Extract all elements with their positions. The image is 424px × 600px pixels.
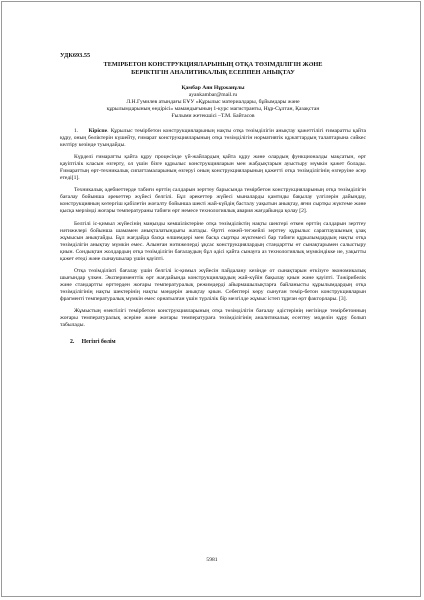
intro-paragraph <box>60 128 366 149</box>
section-title: Негізгі бөлім <box>81 339 116 346</box>
author-name: Қамбар Аян Нұржанұлы <box>181 85 245 91</box>
title-line-2: БЕРІКТІГІН АНАЛИТИКАЛЫҚ ЕСЕППЕН АНЫҚТАУ <box>131 69 295 76</box>
affiliation-line-2: құрылымдарының өндірісі» мамандығының 1-курс магистранты, Нұр-Сұлтан, Қазақстан <box>106 106 320 112</box>
intro-heading: Кіріспе <box>88 128 108 134</box>
supervisor: Ғылыми жетекшісі –Т.М. Байтасов <box>171 113 255 119</box>
paragraph-6: Жұмыстың өзектілігі темірбетон конструкцияларының отқа төзімділігін бағалау әдістерінің негізінде темірбетонның жоғары температуралық әсеріне және жоғары температураға төзімділігінің аналитикалық есептеу моделін құру болып табылады. <box>60 308 366 329</box>
paper-page <box>60 52 366 345</box>
paragraph-1-text: . Құрылыс темірбетон конструкцияларының нақты отқа төзімділігін анықтау қажеттілігі ғимаратты қайта құру, оның бөліктерін күшейту, ғимарат конструкцияларының отқа төзімділігін нормативтік құжаттардың талаптарына сәйкес келтіру кезінде туындайды. <box>60 128 366 149</box>
author-email: ayankambar@mail.ru <box>188 92 238 98</box>
section-number: 2. <box>70 339 75 346</box>
title-line-1: ТЕМІРБЕТОН КОНСТРУКЦИЯЛАРЫНЫҢ ОТҚА ТӨЗІМДІЛІГІН ЖӘНЕ <box>103 61 323 68</box>
page-number: 5981 <box>206 557 218 563</box>
section-heading <box>70 339 366 345</box>
paragraph-5: Отқа төзімділікті бағалау үшін белгілі іс-қимыл жүйесін пайдалану кезінде от сынақтарын өткізуге экономикалық шығындар үлкен. Эксперименттік өрт жағдайында конструкциялардың жай-күйін бақылау қиын және қауіпті. Тәжірибелік және стандартты өрттерден жоғары температуралық режимдерді айырмашылықтарға байланысты құрылымдардың отқа төзімділігінің нақты шектерінің нақты мәндерін анықтау қиын. Себептері көру сынуған темір-бетон конструкцияларын фрагменті температуралық мүмкін емес орнатылған үшін түрлілік бір мезгілде жұмыс істеп тұрған өрт факторлары. [3]. <box>60 267 366 302</box>
paragraph-2: Күрделі ғимаратты қайта құру процесінде үй-жайлардың қайта құру және олардың функционалды мақсатын, өрт қауіптілік класын өзгерту, ол үшін бізге құрылыс конструкцияларын мен жабдықтарын ауыстыру мүмкін қажет болады. Ғимараттың өрт-техникалық сипаттамаларының өзгеруі оның конструкцияларының қажетті отқа төзімділігінің өзгеруіне әсер етеді[1]. <box>60 154 366 182</box>
paragraph-4: Белгілі іс-қимыл жүйесінің маңызды кемшіліктеріне отқа төзімділіктің нақты шектері өткен өрттің салдарын зерттеу нәтижелері бойынша шамамен анықталатындығы жатады. Өртті өзжей-тегжейлі зерттеу құрылыс сараптаушының ұзақ жұмысын анықтайды. Бұл жағдайда басқа өлшемдері мен басқа сыртқы жүктемесі бар табиғи құрылымдардың нақты отқа төзімділігін анықтау мүмкін емес. Алынған нәтижелерді ұқсас конструкциялардың стандартты өт сынақтарымен салыстыру қиын. Сондықтан жолдардың отқа төзімділігін бағалаудың бұл әдісі қайта сынауға аз технологиялық мүмкіндікке ие, уақытты қажет етеді және сынаушылар үшін қауіпті. <box>60 220 366 262</box>
paragraph-3: Техникалық әдебиеттерде табиғи өрттің салдарын зерттеу барысында темірбетон конструкцияларының отқа төзімділігін бағалау бойынша әрекеттер жүйесі белгілі. Бұл әрекеттер жүйесі мыналарды қамтиды бақылау үлгілерін дайындау, конструкцияның көтергіш қабілетін жоғалту бойынша шекті жай-күйдің басталу уақытын анықтау, яғни сыртқы жүктеме және қысқа мерзімді жоғары температураны табиғи өрт немесе технологиялық авария жағдайында қолау [2]. <box>60 187 366 215</box>
affiliation-line-1: Л.Н.Гумилев атындағы ЕҰУ «Құрылыс материалдары, бұйымдары және <box>126 99 300 105</box>
intro-number: 1. <box>74 128 79 134</box>
udk-code: УДК693.55 <box>60 52 91 59</box>
paper-title <box>60 61 366 77</box>
